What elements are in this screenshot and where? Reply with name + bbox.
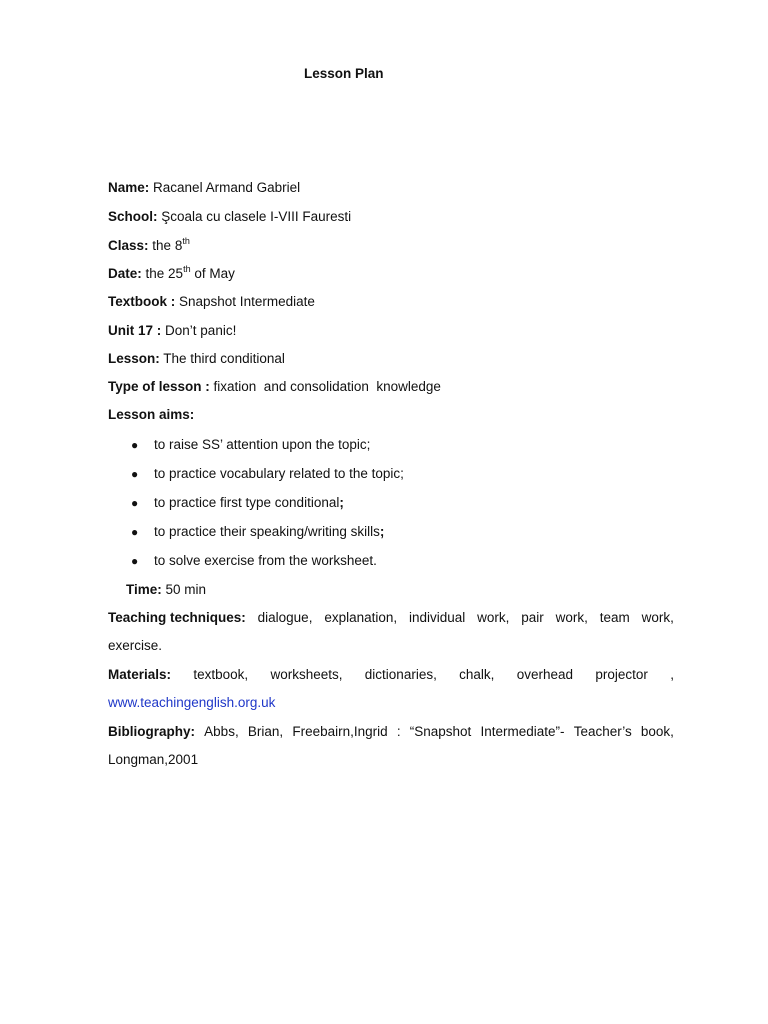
time-label: Time: — [126, 582, 162, 597]
bibliography-continued: Longman,2001 — [108, 752, 199, 767]
class-value: the 8 — [152, 238, 183, 253]
technique-word: work, — [555, 610, 588, 625]
technique-word: dialogue, — [257, 610, 313, 625]
aim-item: to practice vocabulary related to the topic; — [154, 466, 404, 481]
lesson-value: The third conditional — [163, 351, 285, 366]
school-value: Şcoala cu clasele I-VIII Fauresti — [161, 209, 352, 224]
time-value: 50 min — [165, 582, 207, 597]
lesson-aims-heading — [108, 406, 194, 424]
material-word: chalk, — [459, 667, 495, 682]
material-word: projector — [595, 667, 648, 682]
lesson-row — [108, 350, 285, 368]
textbook-value: Snapshot Intermediate — [179, 294, 315, 309]
materials-label: Materials: — [108, 667, 172, 682]
name-value: Racanel Armand Gabriel — [153, 180, 301, 195]
bibliography-word: Abbs, — [204, 724, 239, 739]
bullet-icon: ● — [131, 438, 139, 452]
class-superscript: th — [182, 236, 190, 246]
name-row — [108, 179, 300, 197]
school-label: School: — [108, 209, 158, 224]
page-title: Lesson Plan — [304, 66, 384, 81]
textbook-label: Textbook : — [108, 294, 176, 309]
unit-value: Don’t panic! — [165, 323, 237, 338]
technique-word: work, — [477, 610, 510, 625]
date-row — [108, 265, 235, 283]
date-label: Date: — [108, 266, 142, 281]
bibliography-row — [108, 723, 674, 741]
type-of-lesson-row — [108, 378, 441, 396]
time-row — [126, 581, 206, 599]
material-word: textbook, — [193, 667, 249, 682]
unit-label: Unit 17 : — [108, 323, 162, 338]
date-value: the 25 — [145, 266, 184, 281]
bullet-icon: ● — [131, 496, 139, 510]
type-of-lesson-label: Type of lesson : — [108, 379, 210, 394]
name-label: Name: — [108, 180, 150, 195]
lesson-aims-label: Lesson aims: — [108, 407, 195, 422]
bullet-icon: ● — [131, 554, 139, 568]
bibliography-word: Intermediate”- — [480, 724, 565, 739]
bibliography-word: “Snapshot — [409, 724, 472, 739]
bullet-icon: ● — [131, 467, 139, 481]
class-label: Class: — [108, 238, 149, 253]
bibliography-word: book, — [640, 724, 674, 739]
bibliography-label: Bibliography: — [108, 724, 195, 739]
bibliography-word: Teacher’s — [573, 724, 632, 739]
lesson-label: Lesson: — [108, 351, 160, 366]
bibliography-word: Brian, — [247, 724, 284, 739]
technique-word: team — [599, 610, 630, 625]
aim-item: to practice their speaking/writing skills; — [154, 524, 385, 539]
bibliography-word: Freebairn,Ingrid — [292, 724, 388, 739]
textbook-row — [108, 293, 315, 311]
teaching-techniques-row — [108, 609, 674, 627]
materials-row — [108, 666, 674, 684]
material-word: dictionaries, — [364, 667, 437, 682]
material-word: , — [670, 667, 674, 682]
bullet-icon: ● — [131, 525, 139, 539]
bibliography-word: : — [396, 724, 401, 739]
aim-item: to raise SS’ attention upon the topic; — [154, 437, 371, 452]
materials-link-row — [108, 694, 275, 712]
technique-word: pair — [521, 610, 544, 625]
teaching-techniques-continued: exercise. — [108, 638, 163, 653]
unit-row — [108, 322, 236, 340]
material-word: worksheets, — [270, 667, 343, 682]
technique-word: work, — [641, 610, 674, 625]
type-of-lesson-value: fixation and consolidation knowledge — [213, 379, 441, 394]
date-superscript: th — [183, 264, 191, 274]
technique-word: explanation, — [324, 610, 398, 625]
aim-item: to practice first type conditional; — [154, 495, 344, 510]
school-row — [108, 208, 351, 226]
teaching-techniques-label: Teaching techniques: — [108, 610, 246, 625]
aim-item: to solve exercise from the worksheet. — [154, 553, 377, 568]
date-suffix: of May — [194, 266, 235, 281]
technique-word: individual — [408, 610, 466, 625]
class-row — [108, 237, 190, 255]
material-word: overhead — [516, 667, 574, 682]
teachingenglish-link[interactable]: www.teachingenglish.org.uk — [108, 695, 276, 710]
